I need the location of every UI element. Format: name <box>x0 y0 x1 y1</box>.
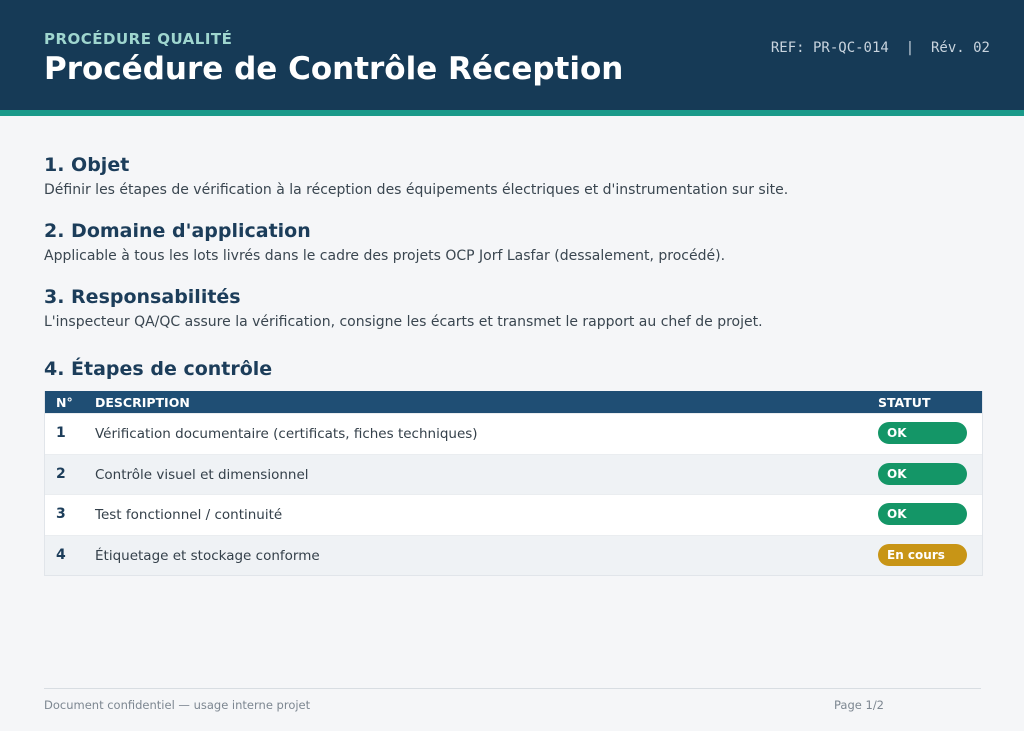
column-header-status: STATUT <box>878 395 931 410</box>
document-reference: REF: PR-QC-014 | Rév. 02 <box>770 40 990 56</box>
section-text: Définir les étapes de vérification à la réception des équipements électriques et d'instrumentation sur site. <box>44 182 789 198</box>
footer-divider <box>44 688 981 689</box>
table-row <box>45 413 982 454</box>
row-number: 3 <box>56 506 66 522</box>
row-description: Test fonctionnel / continuité <box>95 507 283 523</box>
page-number: Page 1/2 <box>834 698 885 712</box>
status-badge: OK <box>878 463 967 485</box>
row-description: Vérification documentaire (certificats, fiches techniques) <box>95 426 478 442</box>
section-domaine <box>44 219 984 266</box>
table-header <box>45 391 982 413</box>
control-steps-table <box>44 391 983 576</box>
status-badge: En cours <box>878 544 967 566</box>
section-text: L'inspecteur QA/QC assure la vérification, consigne les écarts et transmet le rapport au chef de projet. <box>44 314 763 330</box>
table-row <box>45 454 982 495</box>
section-heading: 4. Étapes de contrôle <box>44 358 273 380</box>
status-badge: OK <box>878 503 967 525</box>
document-header <box>0 0 1024 110</box>
row-number: 4 <box>56 546 66 563</box>
footer-confidentiality: Document confidentiel — usage interne projet <box>44 698 311 712</box>
section-etapes <box>44 357 984 381</box>
table-row <box>45 494 982 535</box>
section-responsabilites <box>44 285 984 332</box>
column-header-description: DESCRIPTION <box>95 395 190 410</box>
table-row <box>45 535 982 576</box>
status-badge: OK <box>878 422 967 444</box>
row-number: 2 <box>56 465 66 482</box>
section-heading: 1. Objet <box>44 154 130 176</box>
section-heading: 3. Responsabilités <box>44 286 241 308</box>
row-number: 1 <box>56 425 66 441</box>
section-heading: 2. Domaine d'application <box>44 220 311 242</box>
document-title: Procédure de Contrôle Réception <box>44 51 624 87</box>
section-objet <box>44 153 984 200</box>
row-description: Étiquetage et stockage conforme <box>95 547 320 564</box>
header-accent-bar <box>0 110 1024 116</box>
section-text: Applicable à tous les lots livrés dans le cadre des projets OCP Jorf Lasfar (dessalement, procédé). <box>44 248 726 264</box>
row-description: Contrôle visuel et dimensionnel <box>95 466 309 483</box>
document-category: PROCÉDURE QUALITÉ <box>44 30 233 48</box>
column-header-num: N° <box>56 395 73 410</box>
